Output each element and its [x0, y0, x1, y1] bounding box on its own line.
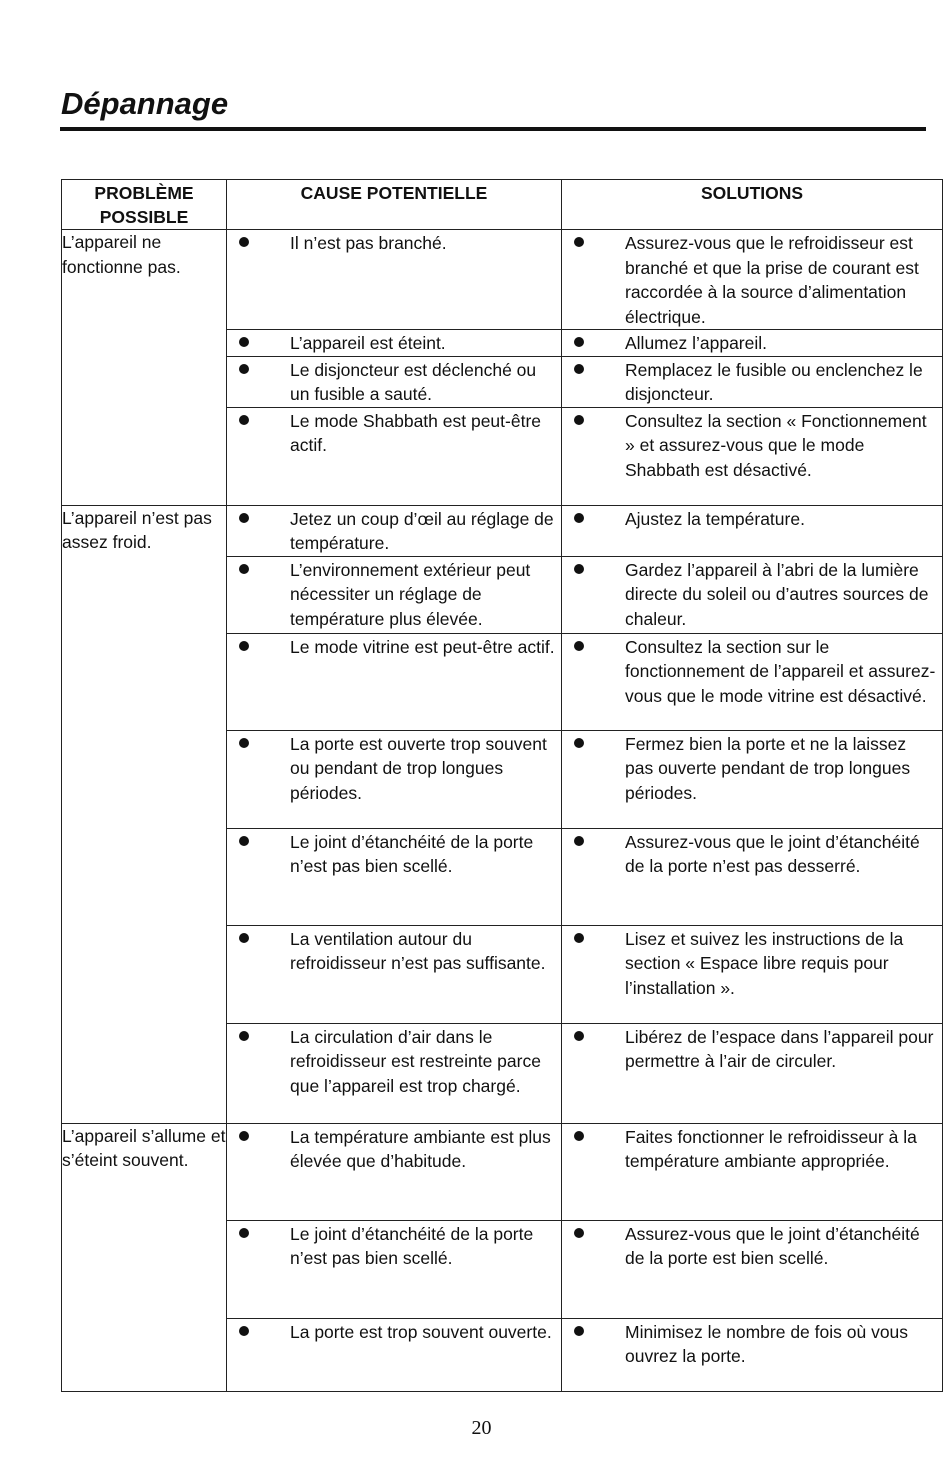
- cause-cell: Le mode vitrine est peut-être actif.: [227, 633, 562, 730]
- title-underline: [60, 127, 926, 131]
- solution-cell: Assurez-vous que le joint d’étanchéité de la porte est bien scellé.: [562, 1220, 943, 1318]
- bullet-icon: [574, 364, 584, 374]
- cause-cell: Jetez un coup d’œil au réglage de température.: [227, 505, 562, 556]
- solution-cell: Consultez la section sur le fonctionnement de l’appareil et assurez-vous que le mode vitrine est désactivé.: [562, 633, 943, 730]
- solution-cell: Remplacez le fusible ou enclenchez le disjoncteur.: [562, 356, 943, 407]
- solution-cell: Assurez-vous que le joint d’étanchéité de la porte n’est pas desserré.: [562, 828, 943, 925]
- problem-cell: L’appareil ne fonctionne pas.: [62, 230, 227, 506]
- cause-cell: L’environnement extérieur peut nécessiter un réglage de température plus élevée.: [227, 556, 562, 633]
- cause-cell: La porte est trop souvent ouverte.: [227, 1318, 562, 1391]
- page-title: Dépannage: [61, 86, 229, 121]
- solution-cell: Fermez bien la porte et ne la laissez pas ouverte pendant de trop longues périodes.: [562, 730, 943, 828]
- page-number: 20: [471, 1417, 492, 1439]
- bullet-icon: [239, 836, 249, 846]
- bullet-icon: [239, 1131, 249, 1141]
- cause-cell: L’appareil est éteint.: [227, 330, 562, 357]
- bullet-icon: [574, 237, 584, 247]
- table-row: [62, 1123, 943, 1220]
- solution-cell: Gardez l’appareil à l’abri de la lumière directe du soleil ou d’autres sources de chaleur.: [562, 556, 943, 633]
- table-row: [62, 230, 943, 330]
- solution-cell: Allumez l’appareil.: [562, 330, 943, 357]
- bullet-icon: [239, 1326, 249, 1336]
- bullet-icon: [239, 738, 249, 748]
- bullet-icon: [574, 513, 584, 523]
- bullet-icon: [239, 933, 249, 943]
- header-solution: SOLUTIONS: [562, 180, 943, 230]
- header-cause: CAUSE POTENTIELLE: [227, 180, 562, 230]
- cause-cell: Le joint d’étanchéité de la porte n’est pas bien scellé.: [227, 1220, 562, 1318]
- cause-cell: Le disjoncteur est déclenché ou un fusible a sauté.: [227, 356, 562, 407]
- bullet-icon: [239, 564, 249, 574]
- solution-cell: Consultez la section « Fonctionnement » et assurez-vous que le mode Shabbath est désactivé.: [562, 407, 943, 505]
- bullet-icon: [239, 337, 249, 347]
- bullet-icon: [239, 415, 249, 425]
- bullet-icon: [239, 513, 249, 523]
- cause-cell: La circulation d’air dans le refroidisseur est restreinte parce que l’appareil est trop chargé.: [227, 1023, 562, 1123]
- bullet-icon: [574, 1031, 584, 1041]
- bullet-icon: [574, 1326, 584, 1336]
- problem-cell: L’appareil n’est pas assez froid.: [62, 505, 227, 1123]
- bullet-icon: [574, 836, 584, 846]
- cause-cell: La ventilation autour du refroidisseur n’est pas suffisante.: [227, 925, 562, 1023]
- problem-cell: L’appareil s’allume et s’éteint souvent.: [62, 1123, 227, 1391]
- bullet-icon: [239, 237, 249, 247]
- bullet-icon: [574, 415, 584, 425]
- cause-cell: Il n’est pas branché.: [227, 230, 562, 330]
- troubleshooting-table: [61, 179, 943, 1392]
- header-problem: PROBLÈME POSSIBLE: [62, 180, 227, 230]
- bullet-icon: [574, 337, 584, 347]
- bullet-icon: [574, 933, 584, 943]
- bullet-icon: [239, 1031, 249, 1041]
- bullet-icon: [239, 641, 249, 651]
- solution-cell: Minimisez le nombre de fois où vous ouvrez la porte.: [562, 1318, 943, 1391]
- bullet-icon: [239, 364, 249, 374]
- bullet-icon: [574, 1131, 584, 1141]
- cause-cell: Le joint d’étanchéité de la porte n’est pas bien scellé.: [227, 828, 562, 925]
- bullet-icon: [574, 1228, 584, 1238]
- cause-cell: La porte est ouverte trop souvent ou pendant de trop longues périodes.: [227, 730, 562, 828]
- solution-cell: Ajustez la température.: [562, 505, 943, 556]
- solution-cell: Faites fonctionner le refroidisseur à la température ambiante appropriée.: [562, 1123, 943, 1220]
- solution-cell: Libérez de l’espace dans l’appareil pour permettre à l’air de circuler.: [562, 1023, 943, 1123]
- table-row: [62, 505, 943, 556]
- bullet-icon: [239, 1228, 249, 1238]
- bullet-icon: [574, 738, 584, 748]
- solution-cell: Assurez-vous que le refroidisseur est branché et que la prise de courant est raccordée à la source d’alimentation électrique.: [562, 230, 943, 330]
- cause-cell: La température ambiante est plus élevée que d’habitude.: [227, 1123, 562, 1220]
- table-header-row: [62, 180, 943, 230]
- solution-cell: Lisez et suivez les instructions de la section « Espace libre requis pour l’installation ».: [562, 925, 943, 1023]
- bullet-icon: [574, 564, 584, 574]
- bullet-icon: [574, 641, 584, 651]
- cause-cell: Le mode Shabbath est peut-être actif.: [227, 407, 562, 505]
